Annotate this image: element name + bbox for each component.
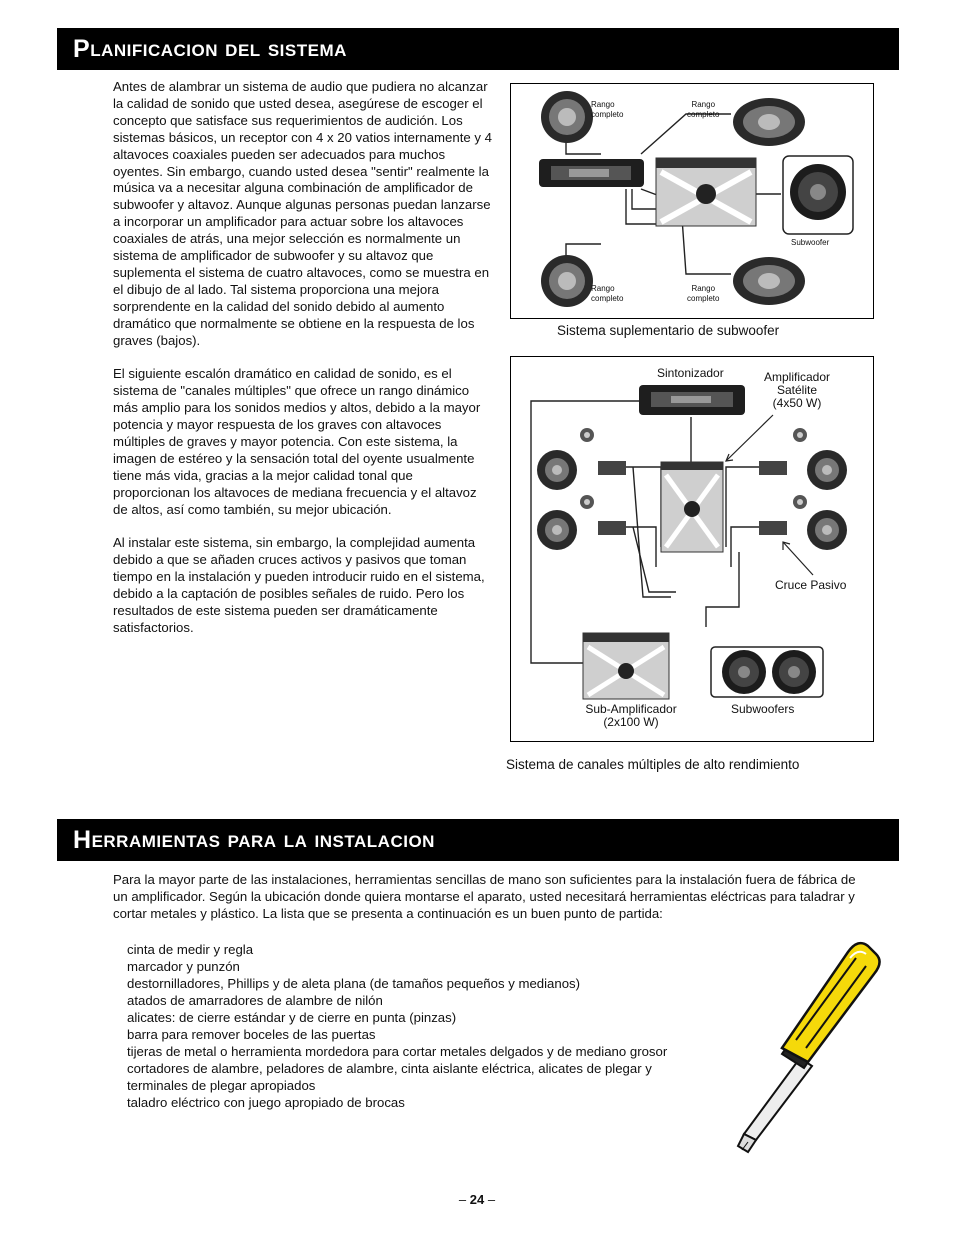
label-text: completo xyxy=(591,294,624,303)
title-rest: erramientas para la instalacion xyxy=(91,826,435,853)
page-number xyxy=(0,1192,954,1207)
list-item: atados de amarradores de alambre de nilón xyxy=(127,993,383,1008)
label-text: Sub-Amplificador xyxy=(585,702,677,716)
list-item: tijeras de metal o herramienta mordedora para cortar metales delgados y de mediano grosor xyxy=(127,1044,668,1059)
label-text: completo xyxy=(591,110,624,119)
title-initial: P xyxy=(73,34,91,63)
figure-subwoofer-system xyxy=(510,83,874,319)
list-item: barra para remover boceles de las puertas xyxy=(127,1027,376,1042)
page-number-suffix: – xyxy=(484,1192,496,1207)
list-item: taladro eléctrico con juego apropiado de brocas xyxy=(127,1095,405,1110)
label-satellite-amp xyxy=(757,371,837,410)
list-item: cinta de medir y regla xyxy=(127,942,254,957)
label-subwoofer: Subwoofer xyxy=(791,238,830,247)
tuner-icon xyxy=(639,385,745,415)
label-bottom-right xyxy=(687,284,719,304)
section-title-herramientas xyxy=(57,819,899,861)
tools-list xyxy=(127,941,667,1111)
sub-amplifier-icon xyxy=(583,633,669,699)
tools-intro-text: Para la mayor parte de las instalaciones, herramientas sencillas de mano son suficientes para la instalación fuera de fábrica de un amplificador. Según la ubicación donde quiera montarse el aparato, usted necesitará herramientas eléctricas para taladrar y cortar metales y plástico. La lista que se presenta a continuación es un buen punto de partida: xyxy=(113,872,856,921)
list-item: marcador y punzón xyxy=(127,959,240,974)
label-sub-amp xyxy=(581,703,681,729)
subwoofers-box-icon xyxy=(711,647,823,697)
label-bottom-left xyxy=(591,284,623,304)
label-top-right xyxy=(687,100,719,120)
label-text: Satélite xyxy=(776,383,818,397)
label-top-left xyxy=(591,100,623,120)
figure-multichannel-system xyxy=(510,356,874,742)
amplifier-icon xyxy=(656,158,756,226)
section-title-planificacion xyxy=(57,28,899,70)
label-subwoofers: Subwoofers xyxy=(731,702,795,716)
label-text: Rango xyxy=(591,100,615,109)
head-unit-icon xyxy=(539,159,644,187)
list-item: alicates: de cierre estándar y de cierre en punta (pinzas) xyxy=(127,1010,457,1025)
label-text: Amplificador xyxy=(763,370,831,384)
label-tuner: Sintonizador xyxy=(657,366,724,380)
list-item: cortadores de alambre, peladores de alambre, cinta aislante eléctrica, alicates de plegar y xyxy=(127,1061,652,1076)
satellite-amplifier-icon xyxy=(661,462,723,552)
label-text: completo xyxy=(687,110,720,119)
label-text: Rango xyxy=(691,100,716,109)
planning-body-text xyxy=(113,79,493,654)
label-text: Rango xyxy=(591,284,615,293)
list-item: destornilladores, Phillips y de aleta plana (de tamaños pequeños y medianos) xyxy=(127,976,581,991)
paragraph-3: Al instalar este sistema, sin embargo, la complejidad aumenta debido a que se añaden cruces activos y pasivos que toman tiempo en la instalación y pueden introducir ruido en el sistema, debido a la captación de posibles señales de ruido. Pero los resultados de este sistema pueden ser dramáticamente satisfactorios. xyxy=(113,535,485,635)
label-crossover: Cruce Pasivo xyxy=(775,578,847,592)
label-text: Rango xyxy=(691,284,716,293)
label-text: (2x100 W) xyxy=(603,715,659,729)
figure2-caption: Sistema de canales múltiples de alto rendimiento xyxy=(506,757,800,772)
multichannel-system-diagram xyxy=(511,357,873,741)
list-item: terminales de plegar apropiados xyxy=(127,1078,316,1093)
paragraph-2: El siguiente escalón dramático en calidad de sonido, es el sistema de "canales múltiples" que ofrece un rango dinámico más amplio para los sonidos medios y altos, debido a la mayor potencia y mayor respuesta de los graves con altavoces múltiples de graves y mayor potencia. Con este sistema, la imagen de estéreo y la sensación total del oyente usualmente tiene más vida, gracias a la mejor calidad tonal que proporcionan los altavoces de mediana frecuencia y el altavoz de altos, así como también, su mejor ubicación. xyxy=(113,366,481,517)
title-initial: H xyxy=(73,825,92,854)
page-number-value: 24 xyxy=(469,1192,485,1207)
label-text: (4x50 W) xyxy=(772,396,822,410)
subwoofer-icon xyxy=(783,156,853,234)
figure1-caption: Sistema suplementario de subwoofer xyxy=(557,323,780,338)
label-text: completo xyxy=(687,294,720,303)
paragraph-1: Antes de alambrar un sistema de audio que pudiera no alcanzar la calidad de sonido que usted desea, asegúrese de escoger el concepto que satisface sus requerimientos de audición. Los sistemas básicos, un receptor con 4 x 20 vatios internamente y 4 altavoces coaxiales pueden ser adecuados para muchos oyentes. Sin embargo, cuando usted desea "sentir" realmente la música va a necesitar alguna combinación de amplificador de subwoofer y altavoz. Aunque algunas personas puedan lanzarse a incorporar un amplificador para actuar sobre los altavoces coaxiales de atrás, una mejor selección es normalmente un sistema de amplificador de subwoofer y su altavoz que suplementa el sistema de cuatro altavoces, como se muestra en el dibujo de al lado. Tal sistema proporciona una mejora sorprendente en la calidad del sonido debido al aumento dramático que normalmente se obtiene en la respuesta de los graves (bajos). xyxy=(113,79,492,348)
title-rest: lanificacion del sistema xyxy=(90,35,347,62)
page-number-prefix: – xyxy=(458,1192,470,1207)
